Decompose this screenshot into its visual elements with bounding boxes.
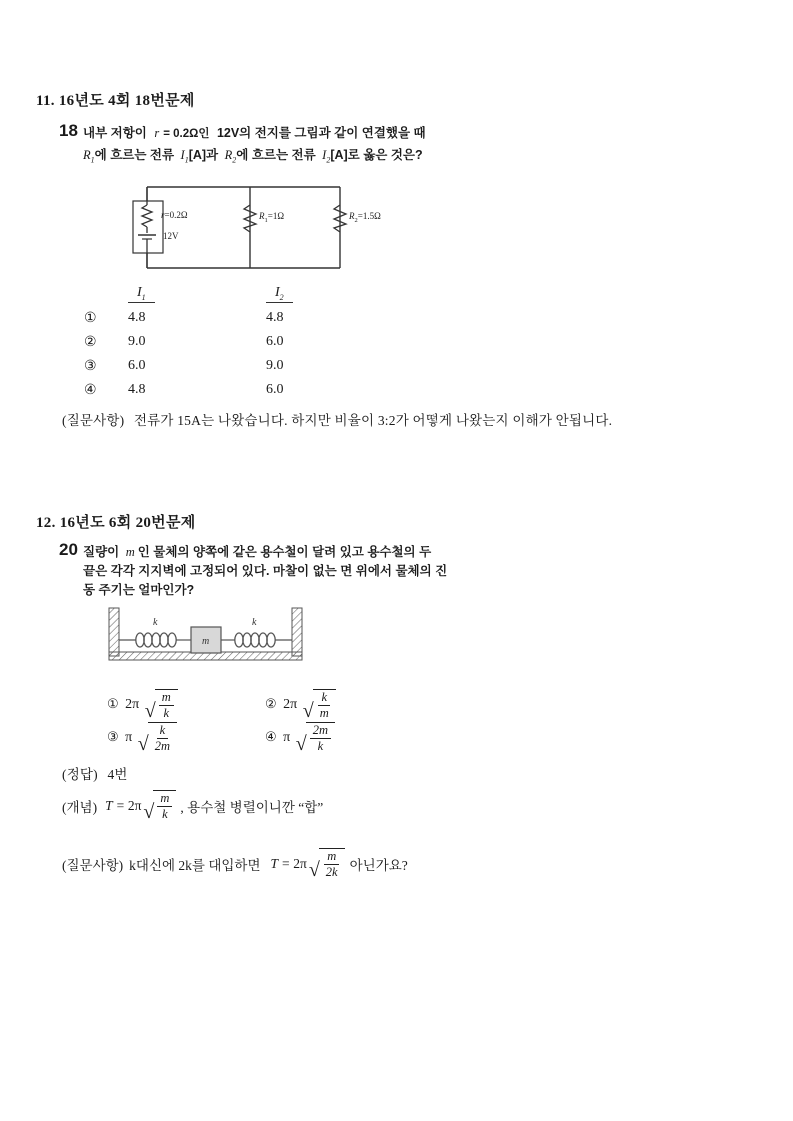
circuit-diagram-figure (125, 183, 381, 273)
option-3[interactable] (107, 722, 177, 756)
p18-r-value: = 0.2Ω인 (163, 128, 210, 140)
choice-1-i1: 4.8 (128, 310, 146, 325)
option-2-denominator: m (319, 706, 329, 721)
choice-3-i1: 6.0 (128, 358, 146, 373)
table-row[interactable] (84, 306, 293, 330)
p20-m-symbol: m (125, 545, 135, 559)
final-eq-denominator: 2k (325, 865, 338, 880)
option-3-coef: π (125, 729, 133, 745)
p18-I1-symbol: $I_1$ (180, 148, 189, 165)
R1-label: $R_1=1\Omega$ (259, 211, 285, 224)
choice-marker-1: ① (84, 310, 97, 326)
table-row[interactable] (84, 330, 293, 354)
concept-eq-denominator: k (162, 807, 168, 822)
spring-left-k-label: k (153, 617, 158, 628)
option-2-coef: 2π (283, 696, 298, 712)
option-2-numerator: k (318, 691, 330, 706)
choice-marker-2: ② (84, 334, 97, 350)
answer-note (62, 763, 128, 783)
final-note-text-before: k대신에 2k를 대입하면 (129, 857, 261, 873)
final-note-text-after: 아닌가요? (349, 857, 408, 873)
option-4-coef: π (283, 729, 291, 745)
final-eq-lhs: T = (270, 855, 291, 871)
option-1-denominator: k (163, 706, 170, 721)
spring-mass-svg (108, 607, 303, 665)
problem-20-line-2: 끝은 각각 지지벽에 고정되어 있다. 마찰이 없는 면 위에서 물체의 진 (83, 564, 448, 578)
header-I1: $I_1$ (110, 282, 248, 306)
choice-marker-4: ④ (84, 382, 97, 398)
problem-18-line-2 (83, 146, 423, 170)
choices-table-18 (84, 282, 293, 402)
problem-20-line-1 (83, 543, 431, 562)
p18-l2-a: 에 흐르는 전류 (94, 148, 175, 162)
option-4-denominator: k (317, 739, 324, 754)
option-4-marker: ④ (265, 728, 277, 744)
option-2-marker: ② (265, 695, 277, 711)
section-heading-11: 11. 16년도 4회 18번문제 (36, 93, 195, 109)
final-eq-radical: √ $\frac{m}{2k}$ (309, 848, 345, 879)
p18-I2-unit: [A]로 옳은 것은? (330, 148, 423, 162)
p18-I2-symbol: $I_2$ (322, 148, 331, 165)
mass-m-label: m (202, 636, 210, 647)
p20-l1-b: 인 물체의 양쪽에 같은 용수철이 달려 있고 용수철의 두 (137, 545, 432, 559)
concept-eq-coef: 2π (127, 797, 142, 813)
spring-mass-figure (108, 607, 303, 665)
option-4-numerator: 2m (310, 724, 331, 739)
note-text: 전류가 15A는 나왔습니다. 하지만 비율이 3:2가 어떻게 나왔는지 이해가 안됩니다. (133, 413, 613, 428)
option-2-radical: √ $\frac{k}{m}$ (303, 689, 336, 720)
table-row[interactable] (84, 354, 293, 378)
option-4-radical: √ $\frac{2m}{k}$ (296, 722, 335, 753)
choice-1-i2: 4.8 (266, 310, 284, 325)
option-1[interactable] (107, 689, 178, 723)
circuit-svg (125, 183, 360, 275)
option-1-coef: 2π (125, 696, 140, 712)
p18-R1-symbol: $R_1$ (83, 148, 95, 165)
problem-18-line-1 (83, 124, 426, 144)
choices-table (84, 282, 293, 402)
option-2[interactable] (265, 689, 336, 723)
p18-l1-b: 12V의 전지를 그림과 같이 연결했을 때 (216, 126, 426, 140)
option-3-numerator: k (157, 724, 169, 739)
note-label: (질문사항) (62, 413, 125, 428)
choice-3-i2: 9.0 (266, 358, 284, 373)
option-1-numerator: m (159, 691, 174, 706)
battery-internal-resistance-label: r=0.2Ω (161, 210, 188, 220)
final-eq-numerator: m (324, 850, 339, 865)
section-heading-12: 12. 16년도 6회 20번문제 (36, 515, 196, 531)
question-note-18 (62, 409, 612, 429)
concept-label: (개념) (62, 799, 98, 815)
option-3-denominator: 2m (154, 739, 170, 754)
choice-4-i2: 6.0 (266, 382, 284, 397)
p18-r-symbol: r (154, 126, 160, 140)
choice-2-i2: 6.0 (266, 334, 284, 349)
problem-20-line-3: 동 주기는 얼마인가? (83, 583, 195, 597)
p18-I1-unit: [A]과 (188, 148, 219, 162)
p18-l2-b: 에 흐르는 전류 (236, 148, 316, 162)
final-eq-coef: 2π (293, 855, 307, 871)
option-1-marker: ① (107, 695, 119, 711)
p18-R2-symbol: $R_2$ (224, 148, 237, 165)
table-row[interactable] (84, 378, 293, 402)
choice-4-i1: 4.8 (128, 382, 146, 397)
choice-2-i1: 9.0 (128, 334, 146, 349)
option-1-radical: √ $\frac{m}{k}$ (145, 689, 178, 720)
concept-eq-radical: √ $\frac{m}{k}$ (143, 790, 176, 821)
choice-marker-3: ③ (84, 358, 97, 374)
concept-text-after: , 용수철 병렬이니깐 “합” (180, 799, 324, 815)
concept-eq-numerator: m (157, 792, 172, 807)
answer-text: 4번 (107, 767, 128, 782)
choices-header-row (84, 282, 293, 306)
final-question-note (62, 848, 408, 882)
answer-label: (정답) (62, 767, 98, 782)
R2-label: $R_2=1.5\Omega$ (349, 211, 381, 224)
header-I2: $I_2$ (248, 282, 293, 306)
problem-number-20: 20 (59, 540, 78, 559)
final-note-label: (질문사항) (62, 857, 124, 873)
battery-emf-label: 12V (163, 231, 179, 241)
option-3-marker: ③ (107, 728, 119, 744)
problem-number-18: 18 (59, 121, 78, 140)
p20-l1-a: 질량이 (83, 545, 120, 559)
concept-eq-lhs: T = (105, 797, 125, 813)
option-4[interactable] (265, 722, 335, 756)
spring-right-k-label: k (252, 617, 257, 628)
p18-l1-a: 내부 저항이 (83, 126, 147, 140)
option-3-radical: √ $\frac{k}{2m}$ (138, 722, 177, 753)
concept-note (62, 790, 324, 824)
